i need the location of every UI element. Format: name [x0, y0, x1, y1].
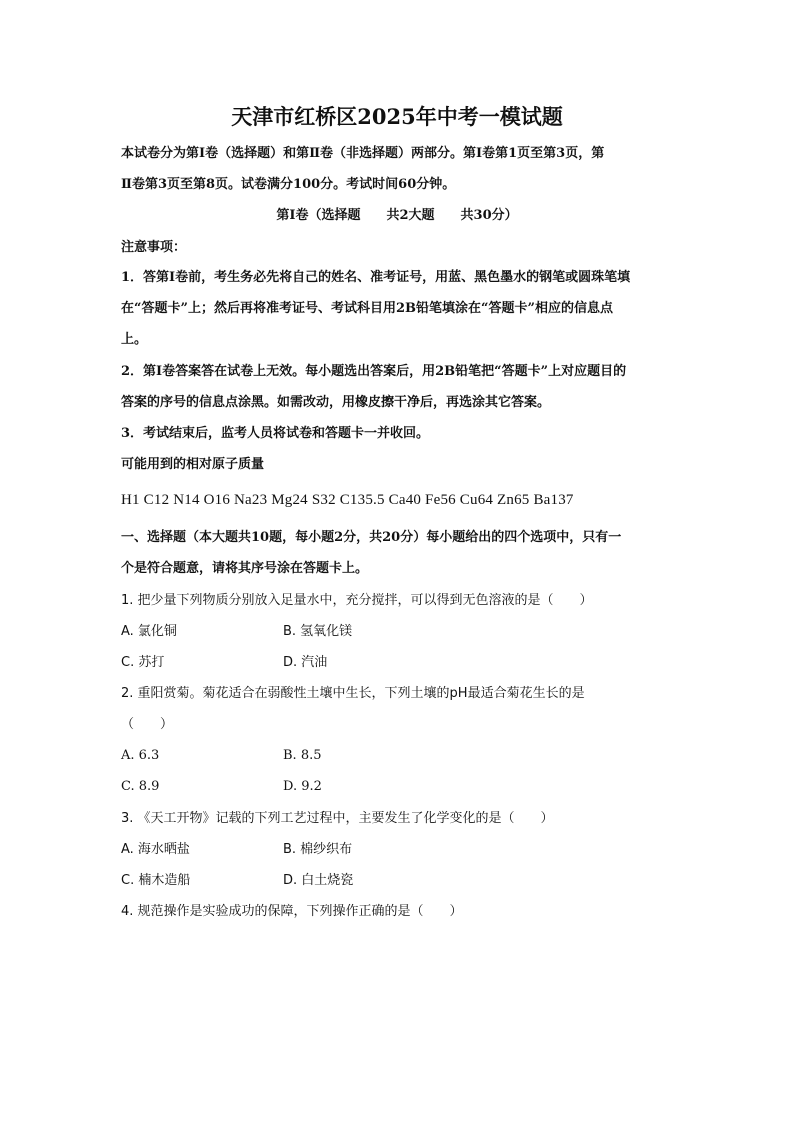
part1-instruction: 一、选择题（本大题共10题，每小题2分，共20分）每小题给出的四个选项中，只有一	[121, 530, 622, 545]
question-2-option-c: C. 8.9	[121, 779, 160, 794]
atomic-mass-heading: 可能用到的相对原子质量	[121, 457, 265, 472]
question-1-option-a: A. 氯化铜	[121, 624, 177, 639]
question-3-option-c: C. 楠木造船	[121, 873, 191, 888]
question-3-option-a: A. 海水晒盐	[121, 842, 190, 857]
atomic-mass-values: H1 C12 N14 O16 Na23 Mg24 S32 C135.5 Ca40 Fe56 Cu64 Zn65 Ba137	[121, 492, 574, 508]
intro-line-1: 本试卷分为第Ⅰ卷（选择题）和第Ⅱ卷（非选择题）两部分。第Ⅰ卷第1页至第3页，第	[121, 146, 605, 161]
notice-line: 在“答题卡”上；然后再将准考证号、考试科目用2B铅笔填涂在“答题卡”相应的信息点	[121, 301, 613, 316]
notice-line: 上。	[121, 332, 148, 347]
notice-line: 3．考试结束后，监考人员将试卷和答题卡一并收回。	[121, 426, 430, 441]
question-1-stem: 1. 把少量下列物质分别放入足量水中，充分搅拌，可以得到无色溶液的是（ ）	[121, 593, 593, 608]
question-2-option-a: A. 6.3	[121, 748, 160, 763]
notice-line: 答案的序号的信息点涂黑。如需改动，用橡皮擦干净后，再选涂其它答案。	[121, 395, 551, 410]
question-4-stem: 4. 规范操作是实验成功的保障，下列操作正确的是（ ）	[121, 904, 463, 919]
question-3-option-d: D. 白土烧瓷	[283, 873, 354, 888]
notice-line: 1．答第Ⅰ卷前，考生务必先将自己的姓名、准考证号，用蓝、黑色墨水的钢笔或圆珠笔填	[121, 270, 631, 285]
notice-line: 2．第Ⅰ卷答案答在试卷上无效。每小题选出答案后，用2B铅笔把“答题卡”上对应题目的	[121, 364, 627, 379]
question-3-stem: 3. 《天工开物》记载的下列工艺过程中，主要发生了化学变化的是（ ）	[121, 811, 554, 826]
question-2-option-b: B. 8.5	[283, 748, 322, 763]
question-1-option-d: D. 汽油	[283, 655, 328, 670]
question-2-option-d: D. 9.2	[283, 779, 322, 794]
question-1-option-c: C. 苏打	[121, 655, 165, 670]
section-header: 第Ⅰ卷（选择题 共2大题 共30分）	[276, 208, 518, 223]
part1-instruction: 个是符合题意，请将其序号涂在答题卡上。	[121, 561, 369, 576]
question-2-stem: 2. 重阳赏菊。菊花适合在弱酸性土壤中生长，下列土壤的pH最适合菊花生长的是	[121, 686, 585, 701]
question-3-option-b: B. 棉纱织布	[283, 842, 353, 857]
exam-title: 天津市红桥区2025年中考一模试题	[231, 104, 563, 129]
intro-line-2: Ⅱ卷第3页至第8页。试卷满分100分。考试时间60分钟。	[121, 177, 456, 192]
question-2-stem-cont: （ ）	[121, 717, 174, 732]
question-1-option-b: B. 氢氧化镁	[283, 624, 353, 639]
notice-heading: 注意事项：	[121, 240, 187, 255]
